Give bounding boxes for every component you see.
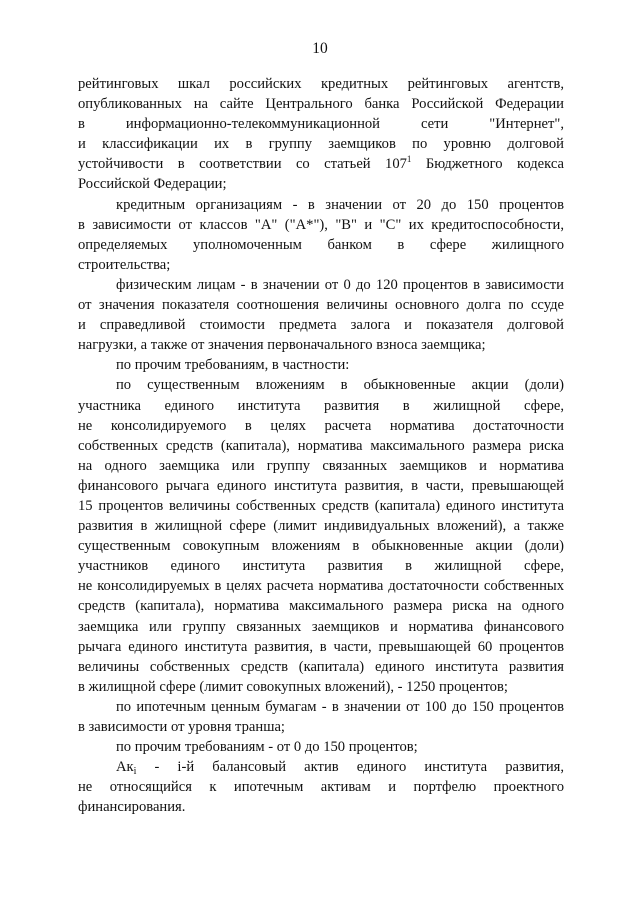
superscript: 1	[406, 154, 412, 165]
text-line	[78, 637, 564, 657]
text-line	[78, 536, 564, 556]
line-text: по ипотечным ценным бумагам - в значении от 100 до 150 процентов	[116, 698, 564, 715]
paragraph-p6	[78, 697, 564, 737]
line-text: финансового рычага единого института развития, в части, превышающей	[78, 477, 564, 494]
line-text: финансирования.	[78, 799, 186, 816]
document-body	[78, 74, 564, 817]
paragraph-p8	[78, 757, 564, 817]
text-line	[78, 456, 564, 476]
line-text: не консолидируемого в целях расчета норматива достаточности	[78, 417, 564, 434]
line-text: не консолидируемых в целях расчета норматива достаточности собственных	[78, 578, 564, 595]
text-line	[78, 94, 564, 114]
text-line	[78, 677, 564, 697]
text-line	[78, 797, 564, 817]
text-line	[78, 134, 564, 154]
line-text: развития в жилищной сфере (лимит индивидуальных вложений), а также	[78, 518, 564, 535]
text-line	[78, 556, 564, 576]
line-text: Российской Федерации;	[78, 176, 227, 193]
page-number: 10	[312, 40, 328, 57]
text-line	[78, 295, 564, 315]
text-line	[78, 416, 564, 436]
text-line	[78, 195, 564, 215]
line-text: определяемых уполномоченным банком в сфере жилищного	[78, 236, 564, 253]
text-line	[78, 617, 564, 637]
text-line	[78, 717, 564, 737]
line-text: существенным совокупным вложениям в обыкновенные акции (доли)	[78, 538, 564, 555]
paragraph-p3	[78, 275, 564, 355]
line-text: от значения показателя соотношения величины основного долга по ссуде	[78, 297, 564, 314]
paragraph-p1	[78, 74, 564, 195]
line-text: на одного заемщика или группу связанных заемщиков и норматива	[78, 457, 564, 474]
line-text: кредитным организациям - в значении от 20 до 150 процентов	[116, 196, 564, 213]
text-line	[78, 275, 564, 295]
text-line	[78, 757, 564, 777]
line-text: участников единого института развития в жилищной сфере,	[78, 558, 564, 575]
line-text: устойчивости в соответствии со статьей 107	[78, 156, 407, 173]
line-text: средств (капитала), норматива максимального размера риска на одного	[78, 598, 564, 615]
text-line	[78, 114, 564, 134]
paragraph-p7	[78, 737, 564, 757]
subscript: i	[133, 766, 137, 778]
line-text: нагрузки, а также от значения первоначального взноса заемщика;	[78, 337, 486, 354]
line-text: величины собственных средств (капитала) единого института развития	[78, 658, 564, 675]
line-text: строительства;	[78, 256, 171, 273]
text-line	[78, 174, 564, 194]
line-text: по прочим требованиям - от 0 до 150 процентов;	[116, 739, 418, 756]
line-text: по существенным вложениям в обыкновенные акции (доли)	[116, 377, 564, 394]
text-line	[78, 476, 564, 496]
text-line	[78, 315, 564, 335]
text-line	[78, 777, 564, 797]
text-line	[78, 496, 564, 516]
line-text: участника единого института развития в жилищной сфере,	[78, 397, 564, 414]
line-text: собственных средств (капитала), норматива максимального размера риска	[78, 437, 564, 454]
text-line	[78, 154, 564, 174]
paragraph-p5	[78, 375, 564, 697]
text-line	[78, 697, 564, 717]
line-text: 15 процентов величины собственных средств (капитала) единого института	[78, 497, 564, 514]
paragraph-p4	[78, 355, 564, 375]
text-line	[78, 436, 564, 456]
text-line	[78, 355, 564, 375]
line-text: рычага единого института развития, в части, превышающей 60 процентов	[78, 638, 564, 655]
line-text: опубликованных на сайте Центрального банка Российской Федерации	[78, 96, 564, 113]
text-line	[78, 596, 564, 616]
line-text: и справедливой стоимости предмета залога и показателя долговой	[78, 317, 564, 334]
line-text: Ак	[116, 759, 134, 776]
text-line	[78, 737, 564, 757]
line-text: в жилищной сфере (лимит совокупных вложений), - 1250 процентов;	[78, 678, 508, 695]
line-text: по прочим требованиям, в частности:	[116, 357, 350, 374]
line-text-continued: Бюджетного кодекса	[411, 156, 564, 173]
text-line	[78, 255, 564, 275]
line-text: рейтинговых шкал российских кредитных рейтинговых агентств,	[78, 76, 564, 92]
text-line	[78, 375, 564, 395]
line-text: в зависимости от классов "А" ("А*"), "В" и "С" их кредитоспособности,	[78, 216, 564, 233]
text-line	[78, 335, 564, 355]
text-line	[78, 235, 564, 255]
text-line	[78, 396, 564, 416]
text-line	[78, 657, 564, 677]
text-line	[78, 576, 564, 596]
line-text: не относящийся к ипотечным активам и портфелю проектного	[78, 779, 564, 796]
text-line	[78, 516, 564, 536]
line-text: и классификации их в группу заемщиков по уровню долговой	[78, 136, 564, 153]
text-line	[78, 74, 564, 94]
line-text: заемщика или группу связанных заемщиков и норматива финансового	[78, 618, 564, 635]
line-text: в информационно-телекоммуникационной сети "Интернет",	[78, 116, 564, 133]
text-line	[78, 215, 564, 235]
line-text: в зависимости от уровня транша;	[78, 719, 285, 735]
line-text-continued: - i-й балансовый актив единого института развития,	[136, 759, 564, 776]
line-text: физическим лицам - в значении от 0 до 120 процентов в зависимости	[116, 276, 564, 293]
paragraph-p2	[78, 195, 564, 275]
